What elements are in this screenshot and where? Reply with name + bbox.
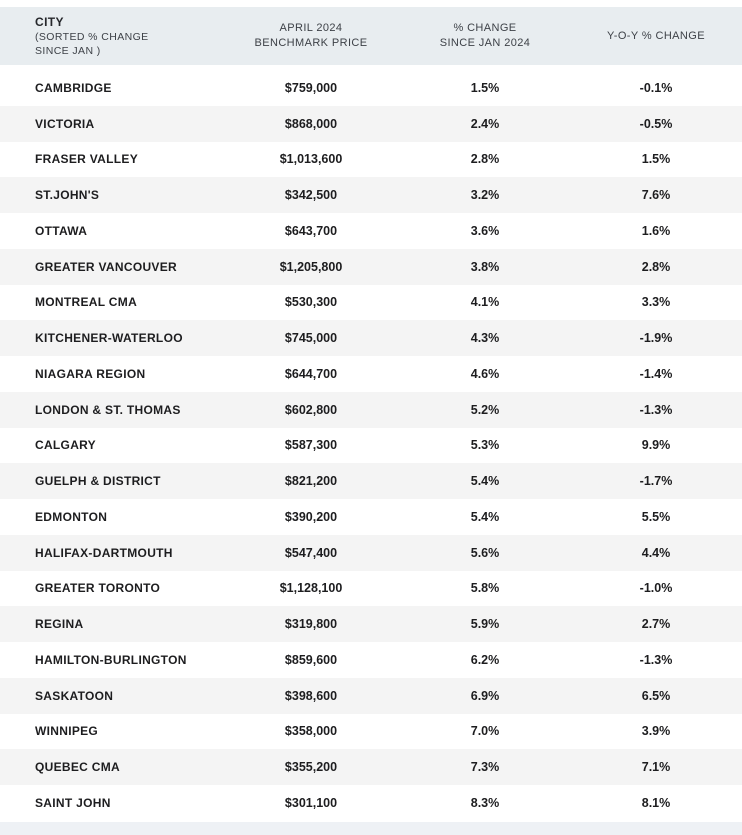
- benchmark-price-cell: $859,600: [284, 652, 338, 667]
- city-cell: VICTORIA: [35, 116, 95, 131]
- change-since-jan-cell: 4.6%: [470, 366, 500, 381]
- bottom-partial-row-strip: [0, 822, 742, 835]
- change-since-jan-cell: 8.3%: [470, 795, 500, 810]
- column-header-city-title: CITY: [35, 14, 64, 29]
- yoy-change-cell: 1.5%: [641, 152, 671, 167]
- yoy-change-cell: -1.7%: [639, 474, 673, 489]
- table-row: [0, 535, 742, 571]
- yoy-change-cell: -0.5%: [639, 116, 673, 131]
- change-since-jan-cell: 2.4%: [470, 116, 500, 131]
- yoy-change-cell: -1.3%: [639, 652, 673, 667]
- table-row: [0, 785, 742, 821]
- change-since-jan-cell: 5.9%: [470, 617, 500, 632]
- change-since-jan-cell: 5.3%: [470, 438, 500, 453]
- yoy-change-cell: -1.9%: [639, 331, 673, 346]
- yoy-change-cell: 7.6%: [641, 188, 671, 203]
- change-since-jan-cell: 5.6%: [470, 545, 500, 560]
- benchmark-price-cell: $319,800: [284, 617, 338, 632]
- benchmark-price-cell: $398,600: [284, 688, 338, 703]
- change-since-jan-cell: 7.3%: [470, 760, 500, 775]
- column-header-benchmark-price: [222, 21, 400, 51]
- benchmark-price-cell: $1,205,800: [279, 259, 343, 274]
- benchmark-price-cell: $745,000: [284, 331, 338, 346]
- column-header-benchmark-price-line2: BENCHMARK PRICE: [254, 37, 368, 49]
- yoy-change-cell: -0.1%: [639, 80, 673, 95]
- city-cell: GREATER TORONTO: [35, 581, 161, 596]
- change-since-jan-cell: 6.2%: [470, 652, 500, 667]
- city-cell: LONDON & ST. THOMAS: [35, 402, 181, 417]
- yoy-change-cell: -1.0%: [639, 581, 673, 596]
- benchmark-price-cell: $342,500: [284, 188, 338, 203]
- table-body: [0, 70, 742, 821]
- yoy-change-cell: 9.9%: [641, 438, 671, 453]
- change-since-jan-cell: 5.2%: [470, 402, 500, 417]
- table-row: [0, 213, 742, 249]
- table-row: [0, 678, 742, 714]
- city-cell: REGINA: [35, 617, 84, 632]
- change-since-jan-cell: 1.5%: [470, 80, 500, 95]
- table-row: [0, 70, 742, 106]
- city-cell: FRASER VALLEY: [35, 152, 139, 167]
- column-header-city-subtitle-line1: (SORTED % CHANGE: [35, 30, 149, 43]
- table-row: [0, 320, 742, 356]
- change-since-jan-cell: 2.8%: [470, 152, 500, 167]
- change-since-jan-cell: 3.6%: [470, 223, 500, 238]
- change-since-jan-cell: 3.2%: [470, 188, 500, 203]
- change-since-jan-cell: 4.3%: [470, 331, 500, 346]
- table-row: [0, 499, 742, 535]
- city-cell: MONTREAL CMA: [35, 295, 138, 310]
- benchmark-price-cell: $390,200: [284, 509, 338, 524]
- benchmark-price-cell: $602,800: [284, 402, 338, 417]
- benchmark-price-cell: $1,128,100: [279, 581, 343, 596]
- yoy-change-cell: 2.7%: [641, 617, 671, 632]
- yoy-change-cell: 2.8%: [641, 259, 671, 274]
- column-header-city: [0, 14, 222, 59]
- yoy-change-cell: 7.1%: [641, 760, 671, 775]
- column-header-yoy-change: Y-O-Y % CHANGE: [607, 29, 705, 42]
- change-since-jan-cell: 4.1%: [470, 295, 500, 310]
- yoy-change-cell: 3.9%: [641, 724, 671, 739]
- change-since-jan-cell: 3.8%: [470, 259, 500, 274]
- change-since-jan-cell: 5.8%: [470, 581, 500, 596]
- city-cell: OTTAWA: [35, 223, 88, 238]
- city-cell: CAMBRIDGE: [35, 80, 112, 95]
- city-cell: WINNIPEG: [35, 724, 99, 739]
- yoy-change-cell: 3.3%: [641, 295, 671, 310]
- yoy-change-cell: -1.4%: [639, 366, 673, 381]
- yoy-change-cell: -1.3%: [639, 402, 673, 417]
- table-row: [0, 714, 742, 750]
- table-row: [0, 428, 742, 464]
- benchmark-price-cell: $821,200: [284, 474, 338, 489]
- table-row: [0, 392, 742, 428]
- benchmark-price-cell: $355,200: [284, 760, 338, 775]
- yoy-change-cell: 6.5%: [641, 688, 671, 703]
- table-row: [0, 177, 742, 213]
- city-cell: NIAGARA REGION: [35, 366, 146, 381]
- column-header-change-line2: SINCE JAN 2024: [439, 37, 531, 49]
- table-row: [0, 249, 742, 285]
- table-row: [0, 606, 742, 642]
- table-row: [0, 642, 742, 678]
- benchmark-price-cell: $1,013,600: [279, 152, 343, 167]
- change-since-jan-cell: 5.4%: [470, 509, 500, 524]
- table-row: [0, 749, 742, 785]
- benchmark-price-cell: $587,300: [284, 438, 338, 453]
- benchmark-price-cell: $644,700: [284, 366, 338, 381]
- table-row: [0, 571, 742, 607]
- benchmark-price-cell: $759,000: [284, 80, 338, 95]
- table-row: [0, 285, 742, 321]
- city-cell: HALIFAX-DARTMOUTH: [35, 545, 173, 560]
- city-cell: EDMONTON: [35, 509, 108, 524]
- yoy-change-cell: 8.1%: [641, 795, 671, 810]
- city-cell: GREATER VANCOUVER: [35, 259, 177, 274]
- table-row: [0, 106, 742, 142]
- change-since-jan-cell: 6.9%: [470, 688, 500, 703]
- table-header-row: [0, 7, 742, 65]
- change-since-jan-cell: 7.0%: [470, 724, 500, 739]
- benchmark-price-cell: $530,300: [284, 295, 338, 310]
- yoy-change-cell: 5.5%: [641, 509, 671, 524]
- benchmark-price-cell: $643,700: [284, 223, 338, 238]
- city-cell: CALGARY: [35, 438, 96, 453]
- city-cell: HAMILTON-BURLINGTON: [35, 652, 187, 667]
- city-cell: SAINT JOHN: [35, 795, 111, 810]
- yoy-change-cell: 1.6%: [641, 223, 671, 238]
- column-header-benchmark-price-line1: APRIL 2024: [279, 22, 343, 35]
- table-row: [0, 463, 742, 499]
- table-row: [0, 356, 742, 392]
- city-cell: SASKATOON: [35, 688, 114, 703]
- column-header-city-subtitle-line2: SINCE JAN ): [35, 45, 101, 58]
- benchmark-price-cell: $301,100: [284, 795, 338, 810]
- city-cell: ST.JOHN'S: [35, 188, 100, 203]
- yoy-change-cell: 4.4%: [641, 545, 671, 560]
- city-cell: KITCHENER-WATERLOO: [35, 331, 183, 346]
- column-header-change-line1: % CHANGE: [453, 22, 517, 35]
- benchmark-price-cell: $358,000: [284, 724, 338, 739]
- change-since-jan-cell: 5.4%: [470, 474, 500, 489]
- city-cell: GUELPH & DISTRICT: [35, 474, 161, 489]
- benchmark-price-cell: $547,400: [284, 545, 338, 560]
- table-row: [0, 142, 742, 178]
- benchmark-price-cell: $868,000: [284, 116, 338, 131]
- city-cell: QUEBEC CMA: [35, 760, 121, 775]
- column-header-change-since-jan: [400, 21, 570, 51]
